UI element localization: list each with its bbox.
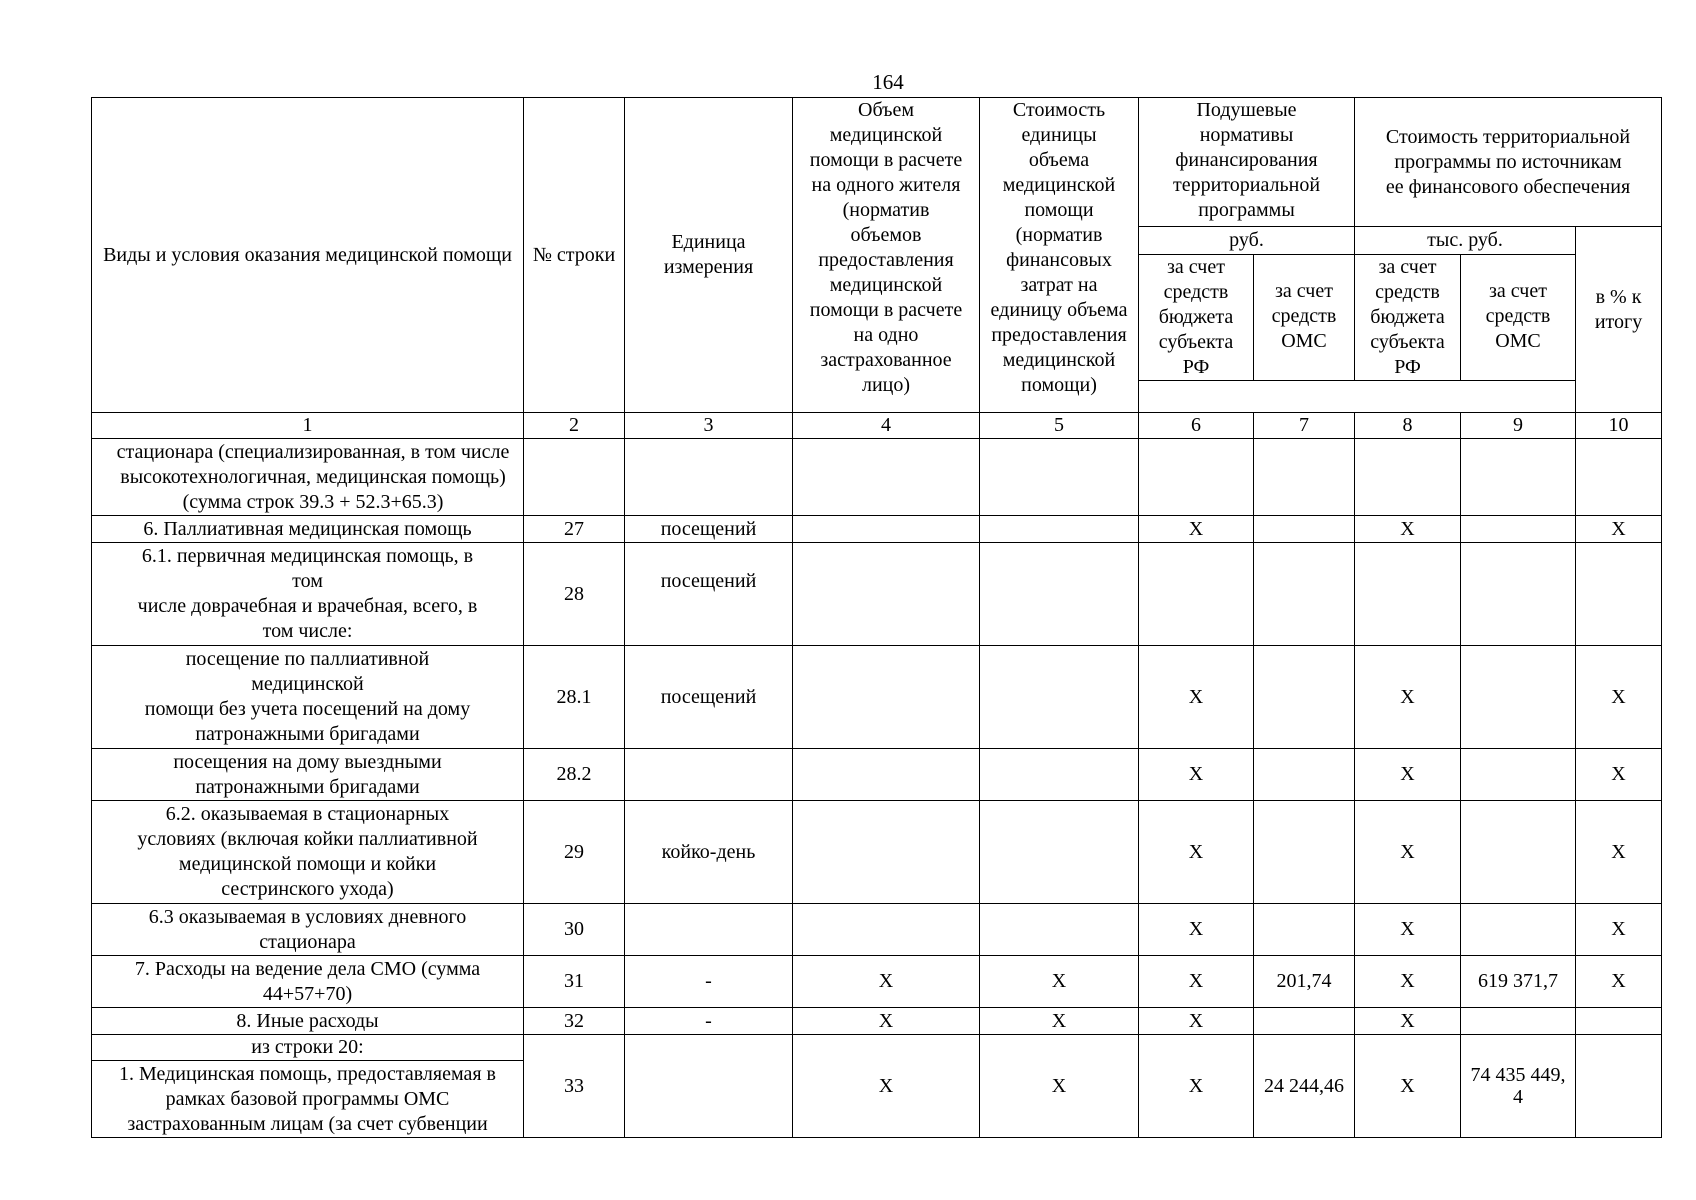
row-unit <box>625 904 793 956</box>
row-name: 1. Медицинская помощь, предоставляемая в рамках базовой программы ОМС застрахованным лицам (за счет субвенции <box>92 1061 524 1138</box>
row-name: посещение по паллиативной медицинской помощи без учета посещений на дому патронажными бригадами <box>92 646 524 749</box>
row-oms-thous <box>1461 749 1576 801</box>
header-rub: руб. <box>1139 227 1355 255</box>
row-number: 29 <box>524 801 625 904</box>
row-oms-thous <box>1461 1008 1576 1035</box>
row-oms-rub <box>1254 801 1355 904</box>
row-number: 28.1 <box>524 646 625 749</box>
row-oms-rub <box>1254 543 1355 646</box>
row-percent <box>1576 439 1662 516</box>
row-percent: Х <box>1576 956 1662 1008</box>
row-unit: посещений <box>625 543 793 646</box>
table-row <box>92 749 1662 801</box>
row-percent: Х <box>1576 749 1662 801</box>
row-budget-rub <box>1139 439 1254 516</box>
row-percent: Х <box>1576 516 1662 543</box>
financing-table <box>91 97 1662 1138</box>
col-number: 8 <box>1355 413 1461 439</box>
table-row <box>92 516 1662 543</box>
table-row <box>92 956 1662 1008</box>
row-oms-thous: 74 435 449, 4 <box>1461 1035 1576 1138</box>
header-per-capita: Подушевые нормативы финансирования территориальной программы <box>1139 98 1355 227</box>
header-thous-rub: тыс. руб. <box>1355 227 1576 255</box>
row-oms-thous <box>1461 439 1576 516</box>
row-percent: Х <box>1576 801 1662 904</box>
row-oms-rub <box>1254 646 1355 749</box>
row-volume <box>793 516 980 543</box>
row-budget-thous: Х <box>1355 646 1461 749</box>
row-oms-thous: 619 371,7 <box>1461 956 1576 1008</box>
row-oms-thous <box>1461 904 1576 956</box>
page-number: 164 <box>872 70 904 94</box>
row-oms-rub: 24 244,46 <box>1254 1035 1355 1138</box>
row-unit: посещений <box>625 646 793 749</box>
row-percent <box>1576 543 1662 646</box>
row-budget-rub: Х <box>1139 904 1254 956</box>
row-cost: Х <box>980 1035 1139 1138</box>
row-oms-rub <box>1254 1008 1355 1035</box>
col-number: 3 <box>625 413 793 439</box>
row-budget-thous: Х <box>1355 904 1461 956</box>
row-volume: Х <box>793 1035 980 1138</box>
row-volume <box>793 543 980 646</box>
row-budget-rub: Х <box>1139 1008 1254 1035</box>
row-unit <box>625 439 793 516</box>
header-oms-thous: за счет средств ОМС <box>1461 255 1576 381</box>
row-number: 31 <box>524 956 625 1008</box>
row-cost: Х <box>980 956 1139 1008</box>
row-cost <box>980 749 1139 801</box>
row-budget-thous: Х <box>1355 516 1461 543</box>
row-cost <box>980 439 1139 516</box>
col-number: 2 <box>524 413 625 439</box>
row-oms-rub: 201,74 <box>1254 956 1355 1008</box>
col-number: 9 <box>1461 413 1576 439</box>
row-budget-thous: Х <box>1355 1008 1461 1035</box>
header-cost: Стоимость единицы объема медицинской помощи (норматив финансовых затрат на единицу объема предоставления медицинской помощи) <box>980 98 1139 413</box>
row-number <box>524 439 625 516</box>
row-budget-rub <box>1139 543 1254 646</box>
header-volume: Объем медицинской помощи в расчете на одного жителя (норматив объемов предоставления медицинской помощи в расчете на одно застрахованное лицо) <box>793 98 980 413</box>
row-cost: Х <box>980 1008 1139 1035</box>
header-unit: Единица измерения <box>625 98 793 413</box>
row-cost <box>980 543 1139 646</box>
col-number: 7 <box>1254 413 1355 439</box>
row-budget-rub: Х <box>1139 1035 1254 1138</box>
header-percent: в % к итогу <box>1576 227 1662 413</box>
row-percent: Х <box>1576 904 1662 956</box>
row-name: 7. Расходы на ведение дела СМО (сумма 44+57+70) <box>92 956 524 1008</box>
row-budget-thous: Х <box>1355 801 1461 904</box>
row-number: 32 <box>524 1008 625 1035</box>
row-unit: - <box>625 1008 793 1035</box>
row-volume <box>793 439 980 516</box>
row-percent <box>1576 1035 1662 1138</box>
table-row <box>92 801 1662 904</box>
row-number: 28.2 <box>524 749 625 801</box>
row-oms-thous <box>1461 543 1576 646</box>
table-row <box>92 439 1662 516</box>
row-cost <box>980 904 1139 956</box>
row-budget-rub: Х <box>1139 516 1254 543</box>
row-budget-thous <box>1355 543 1461 646</box>
row-oms-rub <box>1254 516 1355 543</box>
row-volume <box>793 801 980 904</box>
row-unit <box>625 749 793 801</box>
row-name: из строки 20: <box>92 1035 524 1061</box>
row-budget-thous <box>1355 439 1461 516</box>
row-budget-thous: Х <box>1355 956 1461 1008</box>
row-name: посещения на дому выездными патронажными бригадами <box>92 749 524 801</box>
col-number: 4 <box>793 413 980 439</box>
row-unit <box>625 1035 793 1138</box>
table-row <box>92 543 1662 646</box>
table-row <box>92 1008 1662 1035</box>
row-percent: Х <box>1576 646 1662 749</box>
col-number: 1 <box>92 413 524 439</box>
row-name: стационара (специализированная, в том числе высокотехнологичная, медицинская помощь) (сумма строк 39.3 + 52.3+65.3) <box>92 439 524 516</box>
row-unit: посещений <box>625 516 793 543</box>
header-program-cost: Стоимость территориальной программы по источникам ее финансового обеспечения <box>1355 98 1662 227</box>
row-budget-rub: Х <box>1139 956 1254 1008</box>
row-volume <box>793 646 980 749</box>
row-number: 30 <box>524 904 625 956</box>
header-types: Виды и условия оказания медицинской помощи <box>92 98 524 413</box>
col-number: 6 <box>1139 413 1254 439</box>
row-oms-rub <box>1254 749 1355 801</box>
row-name: 6.2. оказываемая в стационарных условиях (включая койки паллиативной медицинской помощи и койки сестринского ухода) <box>92 801 524 904</box>
table-row <box>92 646 1662 749</box>
row-budget-rub: Х <box>1139 749 1254 801</box>
table-row <box>92 1035 1662 1061</box>
header-oms-rub: за счет средств ОМС <box>1254 255 1355 381</box>
row-oms-rub <box>1254 904 1355 956</box>
row-cost <box>980 801 1139 904</box>
row-name: 6.3 оказываемая в условиях дневного стационара <box>92 904 524 956</box>
col-number: 5 <box>980 413 1139 439</box>
col-number: 10 <box>1576 413 1662 439</box>
header-row-number: № строки <box>524 98 625 413</box>
row-number: 27 <box>524 516 625 543</box>
row-cost <box>980 516 1139 543</box>
row-name: 8. Иные расходы <box>92 1008 524 1035</box>
row-budget-rub: Х <box>1139 646 1254 749</box>
row-budget-thous: Х <box>1355 749 1461 801</box>
row-name: 6. Паллиативная медицинская помощь <box>92 516 524 543</box>
row-budget-rub: Х <box>1139 801 1254 904</box>
row-unit: койко-день <box>625 801 793 904</box>
table-row <box>92 904 1662 956</box>
row-oms-thous <box>1461 801 1576 904</box>
row-name: 6.1. первичная медицинская помощь, в том числе доврачебная и врачебная, всего, в том числе: <box>92 543 524 646</box>
row-oms-rub <box>1254 439 1355 516</box>
row-volume: Х <box>793 956 980 1008</box>
row-unit: - <box>625 956 793 1008</box>
row-cost <box>980 646 1139 749</box>
row-volume: Х <box>793 1008 980 1035</box>
header-budget-rub: за счет средств бюджета субъекта РФ <box>1139 255 1254 381</box>
row-oms-thous <box>1461 646 1576 749</box>
row-volume <box>793 904 980 956</box>
row-number: 28 <box>524 543 625 646</box>
header-budget-thous: за счет средств бюджета субъекта РФ <box>1355 255 1461 381</box>
row-percent <box>1576 1008 1662 1035</box>
row-oms-thous <box>1461 516 1576 543</box>
row-budget-thous: Х <box>1355 1035 1461 1138</box>
row-number: 33 <box>524 1035 625 1138</box>
row-volume <box>793 749 980 801</box>
